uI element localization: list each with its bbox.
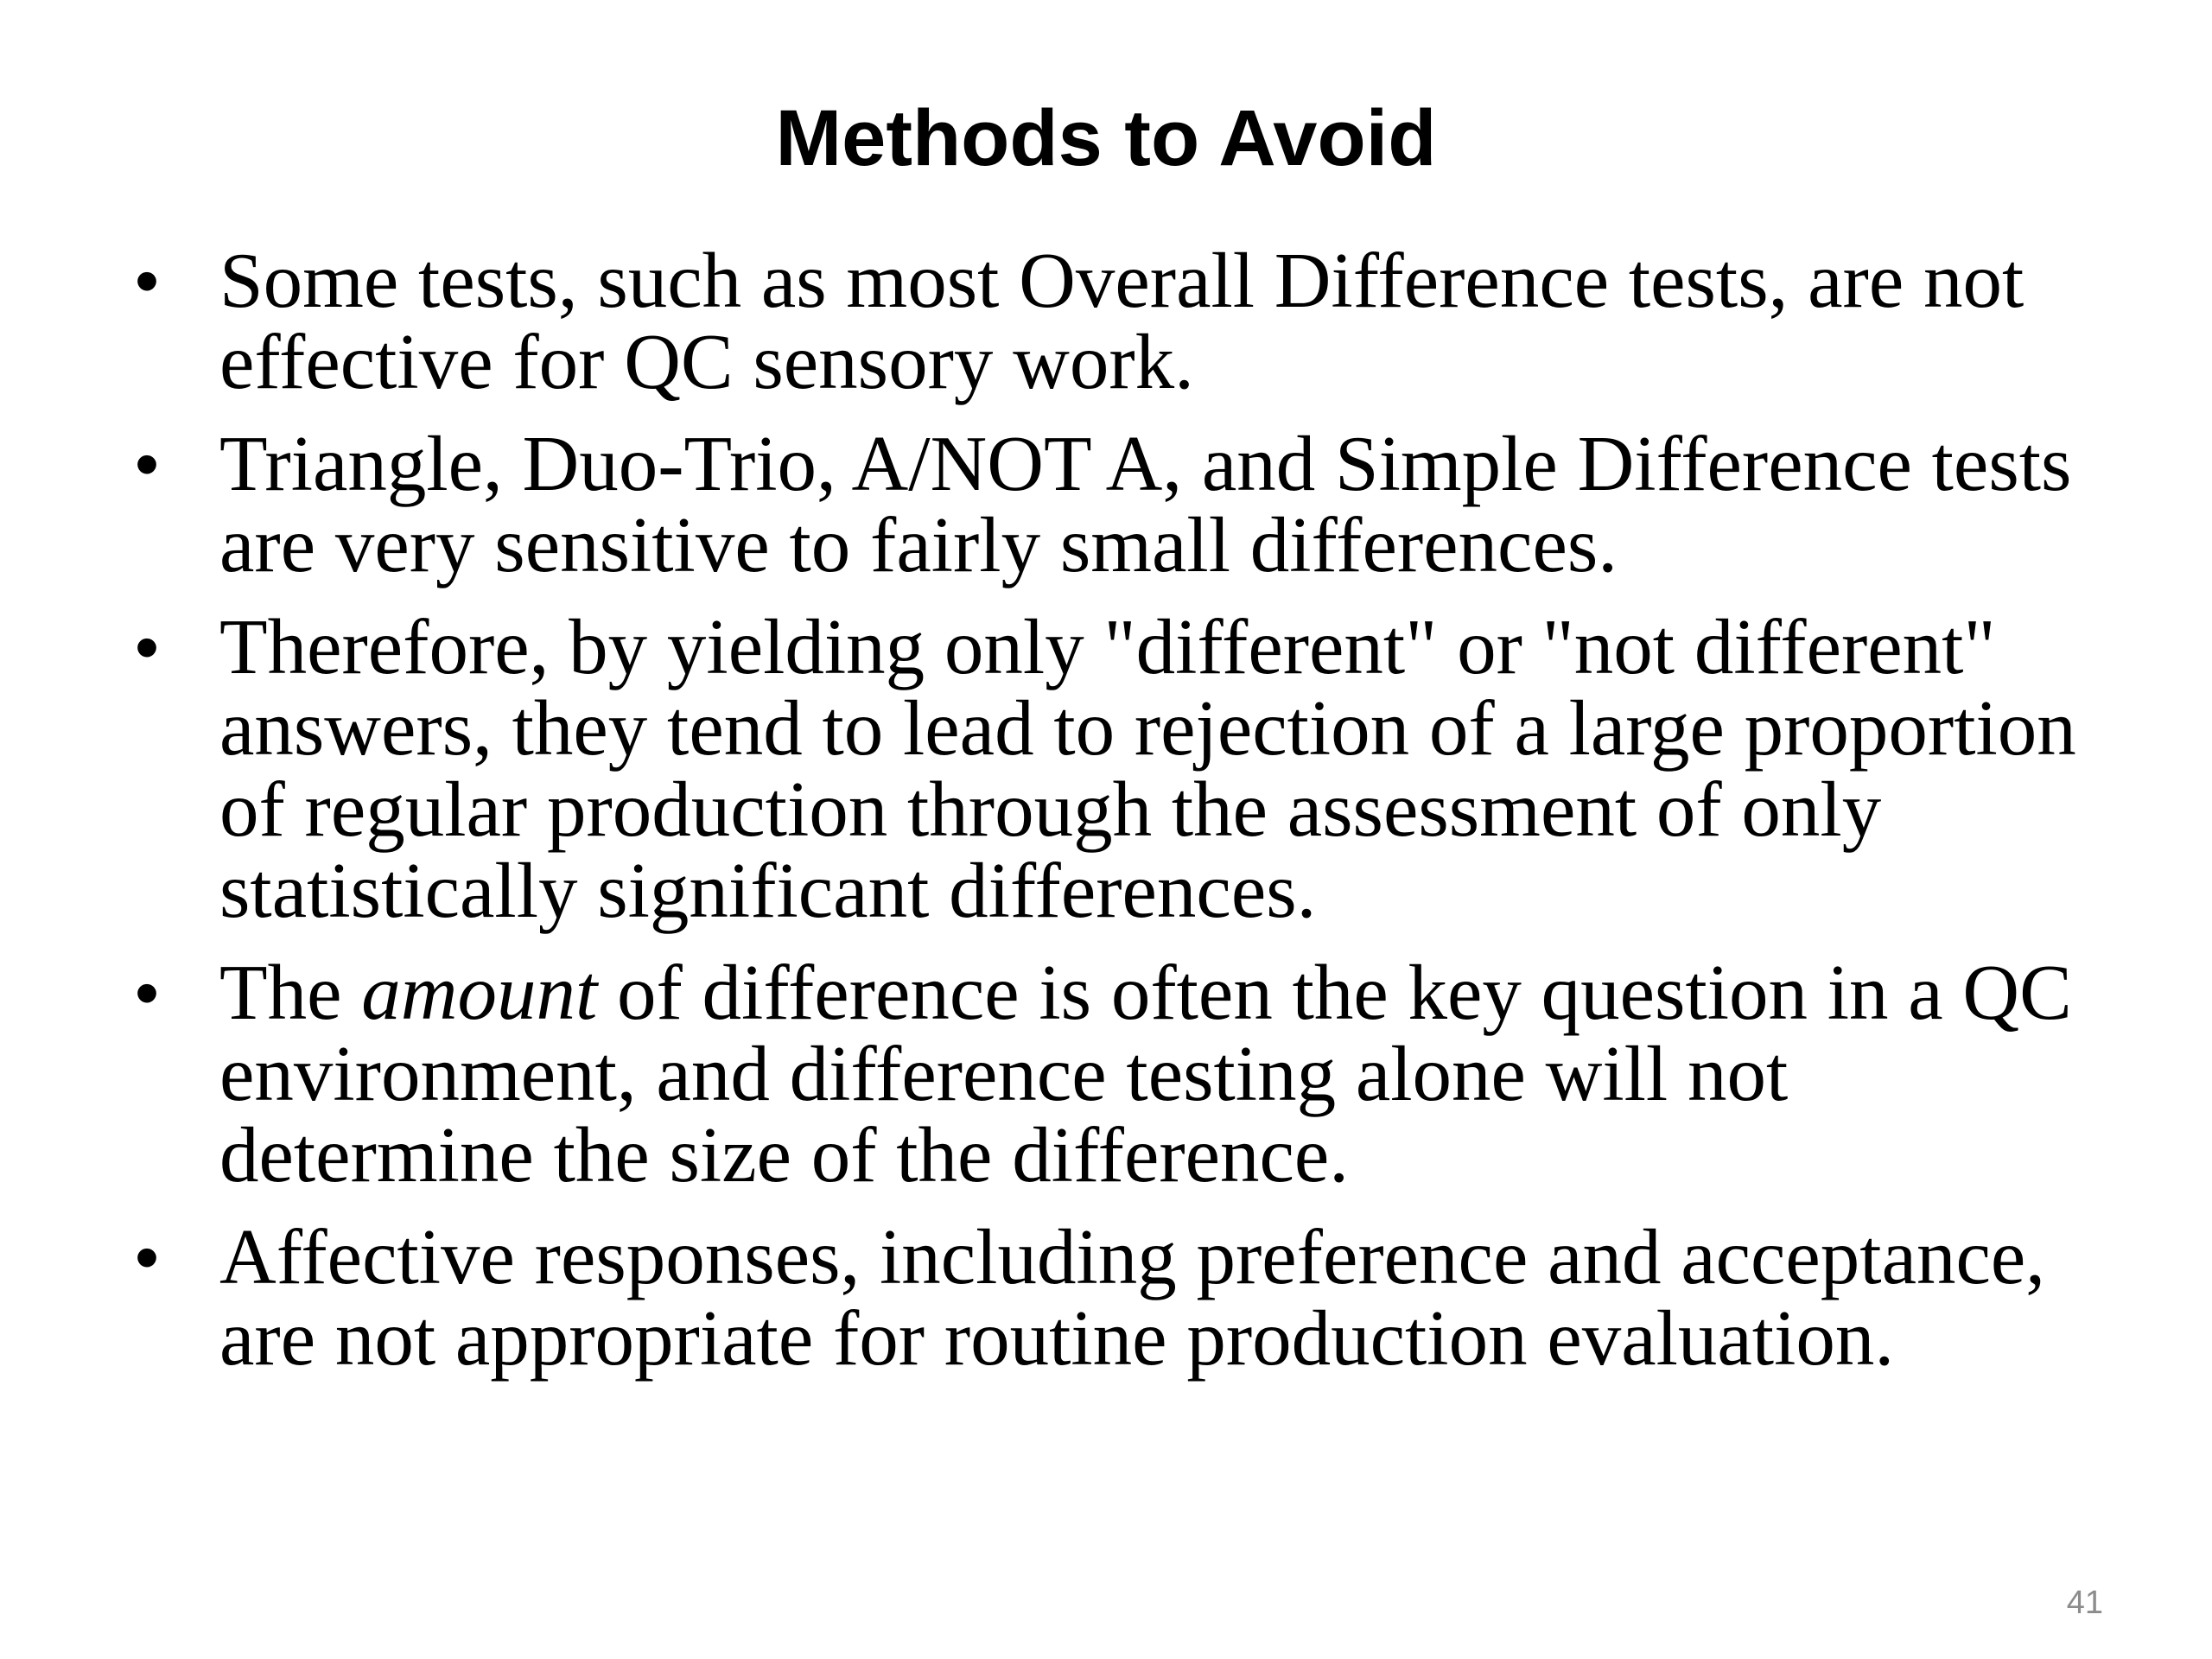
bullet-dot-icon: • <box>135 1218 160 1295</box>
bullet-text-before: The <box>219 949 362 1036</box>
bullet-item-5 <box>130 1213 2117 1382</box>
bullet-dot-icon: • <box>135 425 160 502</box>
bullet-text: Therefore, by yielding only "different" or "not different" answers, they tend to lead to rejection of a large proportion of regular production through the assessment of only statistically significant differences. <box>219 603 2076 934</box>
bullet-dot-icon: • <box>135 242 160 319</box>
bullet-text: Some tests, such as most Overall Difference tests, are not effective for QC sensory work. <box>219 237 2024 405</box>
bullet-dot-icon: • <box>135 608 160 685</box>
page-number: 41 <box>2066 1585 2103 1621</box>
bullet-text-after: of difference is often the key question in a QC environment, and difference testing alone will not determine the size of the difference. <box>219 949 2072 1198</box>
bullet-item-1 <box>130 237 2117 405</box>
bullet-item-3 <box>130 603 2117 934</box>
bullet-item-2 <box>130 420 2117 588</box>
bullet-text: Affective responses, including preference and acceptance, are not appropriate for routine production evaluation. <box>219 1213 2045 1382</box>
bullet-item-4 <box>130 949 2117 1198</box>
bullet-dot-icon: • <box>135 954 160 1031</box>
bullet-text: Triangle, Duo-Trio, A/NOT A, and Simple Difference tests are very sensitive to fairly small differences. <box>219 420 2072 588</box>
bullet-text <box>219 949 2072 1198</box>
bullet-text-emphasis: amount <box>361 949 598 1036</box>
bullet-list <box>130 237 2117 1400</box>
slide-title: Methods to Avoid <box>775 94 1437 182</box>
